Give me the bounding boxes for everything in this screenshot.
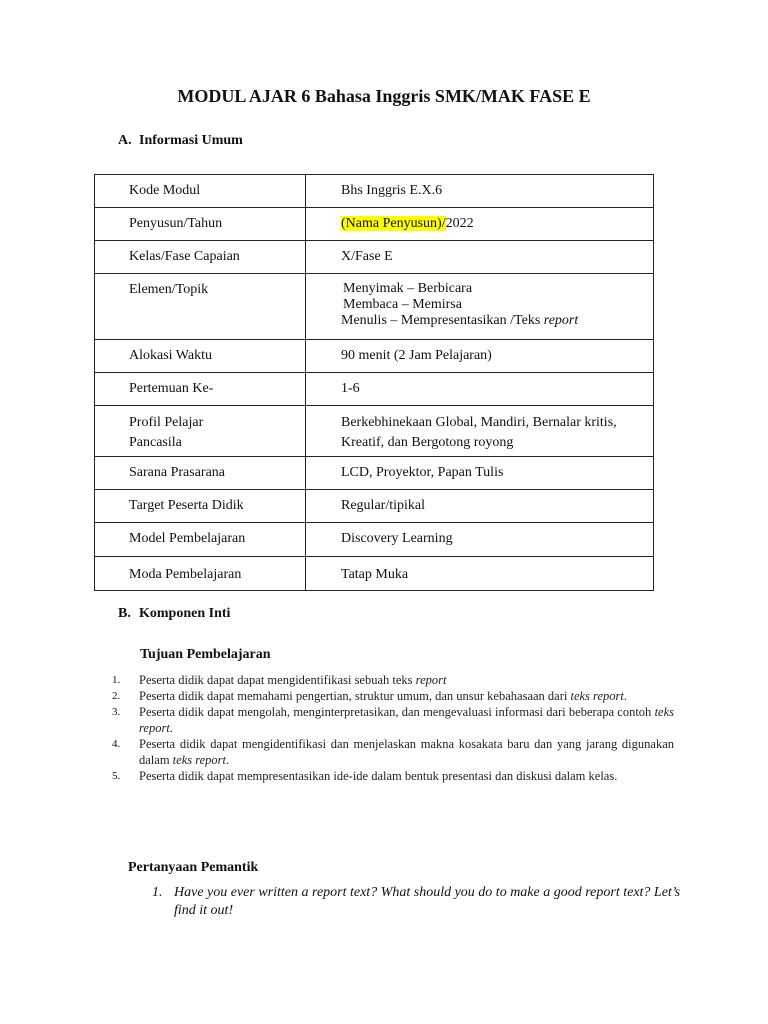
item-text: Peserta didik dapat mengolah, menginterpretasikan, dan mengevaluasi informasi dari beberapa contoh <box>139 705 655 719</box>
list-text <box>139 672 674 688</box>
item-after: . <box>169 721 173 735</box>
row-value: Regular/tipikal <box>306 490 654 523</box>
table-row <box>95 373 654 406</box>
table-row <box>95 208 654 241</box>
row-value: Discovery Learning <box>306 523 654 557</box>
list-text <box>139 704 674 736</box>
section-a-number: A. <box>118 133 132 148</box>
list-text <box>139 688 674 704</box>
item-italic: teks report <box>570 689 624 703</box>
row-value <box>306 274 654 340</box>
row-label: Kelas/Fase Capaian <box>95 241 306 274</box>
item-italic: teks report <box>172 753 227 767</box>
table-row <box>95 274 654 340</box>
item-italic: report <box>415 673 447 687</box>
item-text: Peserta didik dapat mengidentifikasi dan menjelaskan makna kosakata baru dan yang jarang digunakan dalam <box>139 737 674 767</box>
row-label: Moda Pembelajaran <box>95 557 306 591</box>
row-label: Pertemuan Ke- <box>95 373 306 406</box>
highlighted-text: (Nama Penyusun)/ <box>341 216 446 231</box>
tujuan-heading: Tujuan Pembelajaran <box>140 647 271 662</box>
row-label: Target Peserta Didik <box>95 490 306 523</box>
list-number: 2. <box>112 690 121 702</box>
value-line: Kreatif, dan Bergotong royong <box>341 435 514 450</box>
row-label: Sarana Prasarana <box>95 457 306 490</box>
table-row <box>95 340 654 373</box>
list-number: 4. <box>112 738 121 750</box>
document-title: MODUL AJAR 6 Bahasa Inggris SMK/MAK FASE E <box>177 86 591 106</box>
row-label <box>95 406 306 457</box>
table-row <box>95 557 654 591</box>
list-text <box>139 768 674 784</box>
list-item <box>112 768 674 784</box>
list-text <box>139 736 674 768</box>
item-text: Peserta didik dapat memahami pengertian, struktur umum, dan unsur kebahasaan dari <box>139 689 571 703</box>
topic-line <box>341 313 653 329</box>
list-item <box>112 704 674 736</box>
label-line: Profil Pelajar <box>129 415 204 430</box>
row-value <box>306 208 654 241</box>
row-value: LCD, Proyektor, Papan Tulis <box>306 457 654 490</box>
row-value: Bhs Inggris E.X.6 <box>306 175 654 208</box>
row-label: Alokasi Waktu <box>95 340 306 373</box>
item-after: . <box>623 689 627 703</box>
list-item <box>112 688 674 704</box>
row-label: Model Pembelajaran <box>95 523 306 557</box>
list-number: 3. <box>112 706 121 718</box>
item-after: . <box>226 753 230 767</box>
label-line: Pancasila <box>129 435 182 450</box>
row-value: 1-6 <box>306 373 654 406</box>
item-text: Peserta didik dapat dapat mengidentifikasi sebuah teks <box>139 673 416 687</box>
question-text: Have you ever written a report text? What should you do to make a good report text? Let’s find it out! <box>174 885 681 918</box>
value-line: Berkebhinekaan Global, Mandiri, Bernalar kritis, <box>341 415 617 430</box>
table-row <box>95 490 654 523</box>
table-row <box>95 406 654 457</box>
question-number: 1. <box>152 885 163 900</box>
table-row <box>95 523 654 557</box>
topic-line-italic: report <box>543 313 579 328</box>
topic-line: Membaca – Memirsa <box>343 297 462 312</box>
row-value: Tatap Muka <box>306 557 654 591</box>
row-value: X/Fase E <box>306 241 654 274</box>
list-item <box>112 672 674 688</box>
info-table <box>94 174 654 591</box>
pertanyaan-heading: Pertanyaan Pemantik <box>128 860 259 875</box>
section-a-heading <box>118 133 243 149</box>
list-item <box>112 736 674 768</box>
row-value: 90 menit (2 Jam Pelajaran) <box>306 340 654 373</box>
topic-line-text: Menulis – Mempresentasikan /Teks <box>341 313 544 328</box>
item-italic: teks report <box>139 705 674 735</box>
section-a-title: Informasi Umum <box>139 133 243 148</box>
table-row <box>95 457 654 490</box>
item-text: Peserta didik dapat mempresentasikan ide-ide dalam bentuk presentasi dan diskusi dalam kelas. <box>139 769 618 783</box>
year-text: 2022 <box>445 216 474 231</box>
row-value <box>306 406 654 457</box>
section-b-number: B. <box>118 606 131 621</box>
section-b-heading <box>118 606 230 622</box>
objectives-list <box>112 672 674 784</box>
question-item <box>152 884 682 920</box>
row-label: Penyusun/Tahun <box>95 208 306 241</box>
list-number: 5. <box>112 770 121 782</box>
topic-line: Menyimak – Berbicara <box>343 281 473 296</box>
row-label: Elemen/Topik <box>95 274 306 340</box>
table-row <box>95 175 654 208</box>
table-row <box>95 241 654 274</box>
section-b-title: Komponen Inti <box>139 606 231 621</box>
list-number: 1. <box>112 674 121 686</box>
row-label: Kode Modul <box>95 175 306 208</box>
